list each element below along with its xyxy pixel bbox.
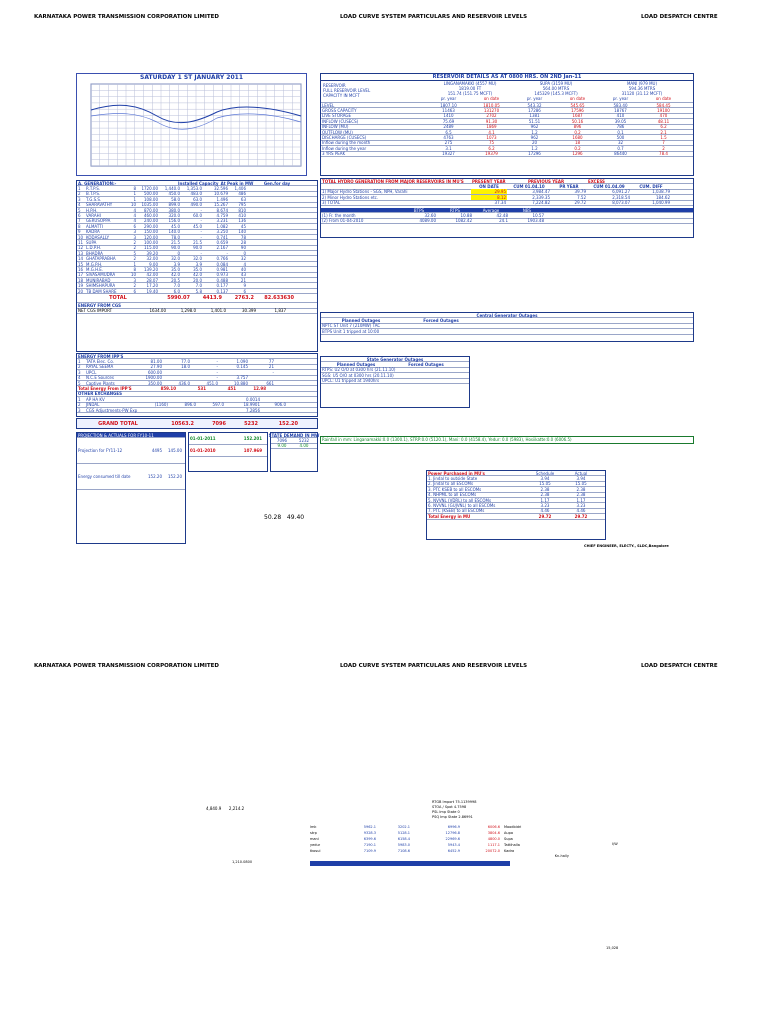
ipp-row: 1 TATA Elec. Co. 81.00 77.0 - 1.090 77 — [77, 359, 317, 364]
reservoir-title: RESERVOIR DETAILS AS AT 0800 HRS. ON 2ND Jan-11 — [321, 74, 693, 81]
bottom-row: tkosui 7109.9 7108.6 6452.9 20072.0 Kadra — [310, 849, 515, 853]
generation-row: 18 MUNIRABAD 3 28.07 20.5 20.0 0.488 21 — [77, 278, 317, 283]
reservoir-row: OUTFLOW (MU) 6.5 4.1 1.2 0.2 0.1 2.1 — [321, 130, 693, 135]
schedule-row: 6. NVVNL (GUJVNL) to all ESCOMs 3.23 3.23 — [427, 503, 605, 508]
header-left: KARNATAKA POWER TRANSMISSION CORPORATION LIMITED — [34, 14, 219, 20]
generation-row: 15 M.G.P.H. 1 9.00 3.9 3.9 0.084 4 — [77, 262, 317, 267]
generation-row: 7 GERUSOPPA 4 240.00 156.0 - 3.231 136 — [77, 219, 317, 224]
schedule-total: Total Energy in MU 29.72 29.72 — [427, 514, 605, 519]
demand-panel: STATE DEMAND IN MW 7096 5232 9.00 4.00 — [270, 432, 318, 472]
frequency-values: 50.28 49.40 — [264, 514, 305, 521]
projection-row: Energy consumed till date 152.20 152.20 — [77, 464, 185, 490]
total-row: TOTAL 5990.07 4413.9 2763.2 82.633630 — [77, 294, 317, 303]
cgs-row: NET CGS IMPORT 1634.00 1,298.0 1,401.0 30.399 1,837 — [77, 309, 317, 314]
rainfall-bar: Rainfall in mm: Linganamakki:0.0 (1300.1), STRP:0.0 (5120.1), Mani: 0.0 (4158.4), Yedur: 0.0 (5983), Hosiikatte:0.0 (6006.5) — [320, 436, 694, 444]
reservoir-column: SUPA (3159 MU) 564.00 MTRS 145329 (145.3 MCFT) pr. year on date — [526, 81, 586, 101]
generation-row: 12 L.D.P.H. 2 115.00 90.0 90.0 2.167 90 — [77, 246, 317, 251]
generation-row: 10 KODASALLY 3 120.00 78.0 - 0.741 78 — [77, 235, 317, 240]
bottom-misc-1: 1,210.0800 — [232, 860, 253, 864]
btps-row: (2) From 01-04-2010 4089.00 1082.42 24.1 1903.48 — [321, 219, 693, 224]
reservoir-column: MANI (979 MU) 594.36 MTRS 31120 (31.12 MCFT) pr. year on date — [612, 81, 672, 101]
generation-header: A. GENERATION:- Installed Capacity At Peak in MW Gen.for day — [77, 181, 317, 186]
bottom-row: yedur 7190.1 5983.0 5943.4 1117.1 Tattihalla — [310, 843, 520, 847]
bottom-left-numbers: 4,840.9 2,214.2 — [206, 806, 245, 811]
footer-header-center: LOAD CURVE SYSTEM PARTICULARS AND RESERVOIR LEVELS — [340, 663, 528, 669]
generation-row: 3 T.G.S.S. 1 108.00 58.0 63.0 1.496 63 — [77, 197, 317, 202]
projection-row: Projection for FY11-12 4495 145.00 — [77, 438, 185, 464]
reservoir-row: DISCHARGE (CUSECS) 4763 1073 962 1680 500 1.5 — [321, 135, 693, 140]
reservoir-row-labels: RESERVOIR FULL RESERVOIR LEVEL CAPACITY IN MCFT — [323, 83, 371, 98]
generation-row: 16 M.G.H.E. 8 139.20 35.0 35.0 0.981 40 — [77, 267, 317, 272]
ipp-row: 3 UPCL 600.00 - - — [77, 370, 317, 375]
ipp-total-row: Total Energy From IPP'S 859.10 531 451 12.98 — [77, 386, 317, 391]
header-center: LOAD CURVE SYSTEM PARTICULARS AND RESERVOIR LEVELS — [340, 14, 528, 20]
generation-row: 19 SHIMSHAPURA 2 17.20 7.0 7.0 0.177 9 — [77, 283, 317, 288]
generation-table — [76, 180, 318, 352]
reservoir-row: INFLOW (MU) 2489 1869 962 896 786 6.2 — [321, 125, 693, 130]
hydro-row: 3) TOTAL 37.34 7,224.82 29.72 8,073.07 1,040.99 — [321, 201, 693, 206]
exchange-row: 2 JINDAL (1160) 896.0 597.0 18.9901 906.0 — [77, 403, 317, 408]
ipp-row: 2 RAYAL SEEMA 27.90 18.0 - 0.145 21 — [77, 365, 317, 370]
load-curve-chart — [77, 82, 306, 174]
others-section: OTHER EXCHANGES — [77, 392, 317, 397]
reservoir-row: GROSS CAPACITY 11463 131270 17286 17596 18767 19100 — [321, 108, 693, 113]
reservoir-row: Inflow during the month 275 75 20 18 32 7 — [321, 141, 693, 146]
schedule-row: 2. Jindal to all ESCOMs 15.05 15.05 — [427, 482, 605, 487]
header-right: LOAD DESPATCH CENTRE — [641, 14, 718, 20]
btps-header: BTPS RTPS Average NBS — [321, 208, 693, 213]
ipp-table — [76, 353, 318, 417]
reservoir-row: INFLOW (CUSECS) 75.69 91.30 51.51 50.16 39.05 48.11 — [321, 119, 693, 124]
state-outages: State Generator Outages Planned Outages Forced Outages RTPS: U2 O/O at 0300 hrs (21.11.10) SGS: U5 O/O at 0300 hrs (20.11.10) UPCL: U1 tripped at 1940hrs — [320, 356, 470, 408]
power-purchased-panel: Power Purchased in MU's Schedule Actual 1. Jindal to outside State 3.94 3.94 2. Jindal to all ESCOMs 15.05 15.05 3. PTC KSEB to all ESCOMs 2.38 2.38 4. NHPML to all ESCOMs 2.38 2.38 5. NVVNL (VDRL) to all ESCOMs 1.17 1.17 6. NVVNL (GUJVNL) to all ESCOMs 3.23 3.23 7. PTC (KSEB) to all ESCOMs 4.46 4.46 Total Energy in MU 29.72 29.72 — [426, 470, 606, 540]
projection-panel: PROJECTION & ACTUALS FOR FY10-11 Projection for FY11-12 4495 145.00 Energy consumed till date 152.20 152.20 — [76, 432, 186, 544]
btps-row: (1) Fr. the month 32.60 10.88 42.48 10.57 — [321, 213, 693, 218]
schedule-row: 4. NHPML to all ESCOMs 2.38 2.38 — [427, 493, 605, 498]
generation-row: 6 VARAHI 4 460.00 320.0 60.0 4.759 410 — [77, 213, 317, 218]
bottom-row: strp 9328.3 5128.1 12796.8 3804.6 Aupa — [310, 831, 513, 835]
reservoir-column: LINGANAMAKKI (4557 MU) 1819.00 FT 151.74 (151.75 MCFT) pr. year on date — [440, 81, 500, 101]
generation-row: 1 R.T.P.S. 8 1720.00 1,440.0 1,353.0 32.596 1,406 — [77, 186, 317, 191]
hydro-row: 1) Major Hydro Stations - SGS, NPH, Varahi 29.95 3,984.47 39.79 6,091.27 1,038.79 — [321, 190, 693, 195]
reservoir-row: 3 YRS PEAK 19327 19379 17296 1296 86440 78.4 — [321, 152, 693, 157]
generation-row: 8 ALMATTI 6 290.00 45.0 45.0 1.082 45 — [77, 224, 317, 229]
generation-row: 9 KADRA 3 150.00 140.0 - 3.250 140 — [77, 230, 317, 235]
generation-row: 17 SIVASAMUDRA 10 42.00 42.0 42.0 0.973 43 — [77, 273, 317, 278]
generation-row: 20 TB DAM SHARE 6 19.40 6.0 5.8 0.137 6 — [77, 289, 317, 294]
schedule-row: 7. PTC (KSEB) to all ESCOMs 4.46 4.46 — [427, 509, 605, 514]
reservoir-panel — [320, 73, 694, 176]
bottom-row: lmk 5962.1 3202.1 6996.9 6006.6 Moodbidri — [310, 825, 522, 829]
generation-row: 13 BHADRA 5 39.20 0 - - 0 — [77, 251, 317, 256]
central-outages: Central Generator Outages Planned Outages Forced Outages NPTC ST Unit 7 (210MW) TAC BTPS Unit 1 tripped at 10:00 — [320, 312, 694, 342]
bottom-row: mani 6399.6 6158.4 22969.6 4800.0 Supa — [310, 837, 513, 841]
exchange-row: 3 CGS Adjustments-PW Exp 7.2856 — [77, 408, 317, 413]
schedule-row: 5. NVVNL (VDRL) to all ESCOMs 1.17 1.17 — [427, 498, 605, 503]
bottom-stat-lines: RTGB Import 75.1139998 STOA / Spot 4.7598 PSL Imp State 0 PSQ Imp State 2.86991 — [432, 800, 477, 819]
schedule-row: 3. PTC KSEB to all ESCOMs 2.38 2.38 — [427, 487, 605, 492]
footer-header-left: KARNATAKA POWER TRANSMISSION CORPORATION LIMITED — [34, 663, 219, 669]
footer-header-right: LOAD DESPATCH CENTRE — [641, 663, 718, 669]
bottom-row-extra: Kn-hally — [554, 854, 569, 858]
hydro-panel: TOTAL HYDRO GENERATION FROM MAJOR RESERVOIRS IN MU'S PRESENT YEAR PREVIOUS YEAR EXCESS ON DATE CUM 01.04.10 PR YEAR CUM 01.04.09 CUM. DIFF 1) Major Hydro Stations - SGS, NPH, Varahi 29.95 3,984.47 39.79 6,091.27 1,038.79 2) Minor Hydro Stations etc. 8.12 2,339.35 7.52 2,318.54 184.62 3) TOTAL 37.34 7,224.82 29.72 8,073.07 1,040.99 BTPS RTPS Average NBS (1) Fr. the month 32.60 10.88 42.48 10.57 (2) From 01-04-2010 4089.00 1082.42 24.1 1903.48 — [320, 178, 694, 238]
schedule-row: 1. Jindal to outside State 3.94 3.94 — [427, 476, 605, 481]
reservoir-row: LIVE STORAGE 1410 2702 1381 1687 410 470 — [321, 114, 693, 119]
ipp-section: ENERGY FROM IPP'S — [77, 354, 317, 359]
bottom-table — [310, 824, 610, 866]
reservoir-row: LEVEL 1807.10 1810.05 543.32 545.65 583.40 584.45 — [321, 103, 693, 108]
generation-row: 5 H.P.H. 4 870.00 380.0 - 8.674 810 — [77, 208, 317, 213]
reservoir-row: Inflow during the year 3.1 6.2 1.2 0.2 0.7 2 — [321, 146, 693, 151]
generation-row: 14 GHATAPRABHA 2 32.00 32.0 32.0 0.766 32 — [77, 256, 317, 261]
ipp-row: 5 Captive Plants 350.00 436.0 451.0 10.880 661 — [77, 381, 317, 386]
generation-row: 2 B.T.P.S. 1 500.00 450.0 483.0 10.679 486 — [77, 192, 317, 197]
generation-row: 4 SHARAVATHY 10 1035.00 899.0 490.0 15.267 795 — [77, 203, 317, 208]
bottom-misc-3: 15,028 — [606, 946, 619, 950]
generation-row: 11 SUPA 2 100.00 21.5 21.5 0.659 28 — [77, 240, 317, 245]
exchange-row: 1 AP HA KV 0.0014 — [77, 397, 317, 402]
hydro-row: 2) Minor Hydro Stations etc. 8.12 2,339.35 7.52 2,318.54 184.62 — [321, 195, 693, 200]
load-curve-panel — [76, 73, 307, 176]
dates-panel: 01-01-2011 152.201 01-01-2010 107.969 — [188, 432, 268, 472]
bottom-blue-bar — [310, 861, 510, 866]
chart-title: SATURDAY 1 ST JANUARY 2011 — [140, 74, 243, 81]
cgs-section: ENERGY FROM CGS — [77, 303, 317, 308]
bottom-misc-2: I/W — [612, 842, 618, 846]
signature: CHIEF ENGINEER, ELECTY., SLDC,Bangalore — [584, 544, 669, 548]
ipp-row: 4 N.C.E Sources 1900.00 - 3.757 — [77, 376, 317, 381]
grand-total-bar: GRAND TOTAL 10563.2 7096 5232 152.20 — [76, 418, 318, 429]
